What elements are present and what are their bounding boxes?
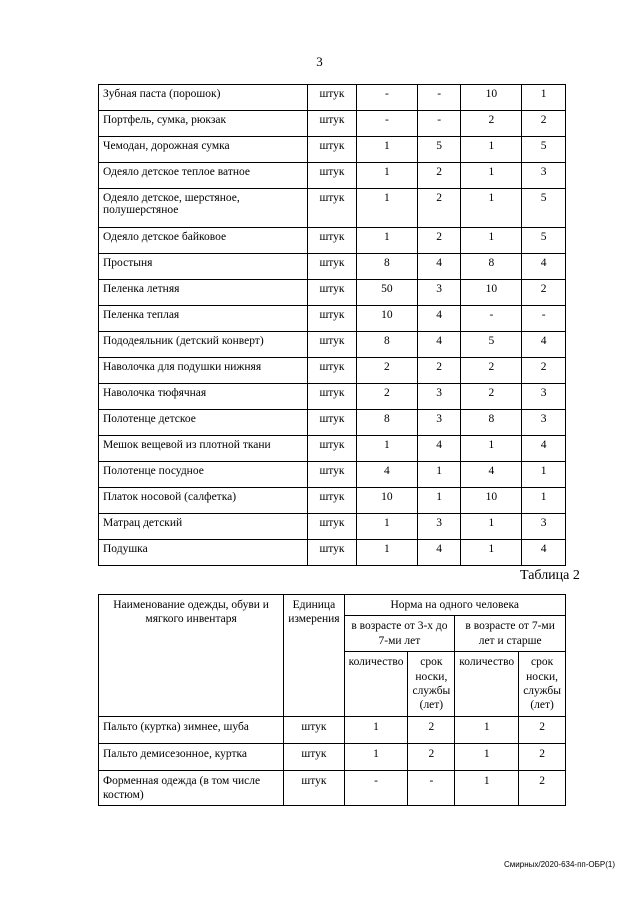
norms-table-1 [98,84,566,566]
value-cell: - [417,111,461,137]
unit-cell: штук [308,137,357,163]
value-cell: 10 [357,306,418,332]
table-row [99,540,566,566]
value-cell: 1 [344,716,408,743]
value-cell: 2 [519,716,566,743]
table-row [99,358,566,384]
table-row [99,384,566,410]
table-row [99,189,566,228]
table-caption: Таблица 2 [520,568,580,583]
unit-cell: штук [308,410,357,436]
value-cell: 8 [461,254,522,280]
table-row [99,111,566,137]
value-cell: 2 [417,189,461,228]
value-cell: 3 [522,410,566,436]
value-cell: - [461,306,522,332]
value-cell: - [344,770,408,806]
value-cell: 3 [522,384,566,410]
value-cell: 1 [417,488,461,514]
table-row [99,332,566,358]
item-name-cell: Пеленка теплая [99,306,308,332]
unit-cell: штук [284,743,344,770]
value-cell: 1 [461,189,522,228]
value-cell: 5 [522,228,566,254]
unit-cell: штук [308,514,357,540]
value-cell: 10 [357,488,418,514]
item-name-cell: Зубная паста (порошок) [99,85,308,111]
value-cell: 4 [417,332,461,358]
value-cell: 2 [522,111,566,137]
value-cell: 2 [417,163,461,189]
item-name-cell: Чемодан, дорожная сумка [99,137,308,163]
value-cell: 1 [522,488,566,514]
table-row [99,306,566,332]
value-cell: 2 [461,111,522,137]
value-cell: 1 [357,189,418,228]
table-row [99,514,566,540]
document-footer: Смирных/2020-634-пп-ОБР(1) [504,860,615,869]
item-name-cell: Полотенце детское [99,410,308,436]
value-cell: 10 [461,85,522,111]
value-cell: 2 [408,743,455,770]
value-cell: 4 [522,436,566,462]
value-cell: 5 [522,137,566,163]
value-cell: 2 [357,384,418,410]
value-cell: 8 [357,254,418,280]
value-cell: 4 [522,540,566,566]
item-name-cell: Платок носовой (салфетка) [99,488,308,514]
value-cell: 2 [461,384,522,410]
value-cell: 1 [357,436,418,462]
header-unit: Единица измерения [284,595,344,717]
unit-cell: штук [308,254,357,280]
item-name-cell: Пальто демисезонное, куртка [99,743,284,770]
value-cell: 1 [461,228,522,254]
value-cell: 1 [357,540,418,566]
page-number: 3 [316,54,323,69]
value-cell: 5 [461,332,522,358]
value-cell: 1 [522,462,566,488]
value-cell: 3 [417,410,461,436]
value-cell: 8 [461,410,522,436]
item-name-cell: Простыня [99,254,308,280]
table-row [99,770,566,806]
table-row [99,436,566,462]
value-cell: 1 [344,743,408,770]
value-cell: 1 [455,770,519,806]
unit-cell: штук [308,111,357,137]
item-name-cell: Наволочка для подушки нижняя [99,358,308,384]
value-cell: 4 [357,462,418,488]
value-cell: 3 [417,384,461,410]
table-row [99,254,566,280]
unit-cell: штук [308,85,357,111]
value-cell: 4 [522,254,566,280]
unit-cell: штук [308,384,357,410]
item-name-cell: Подушка [99,540,308,566]
value-cell: 2 [417,358,461,384]
item-name-cell: Мешок вещевой из плотной ткани [99,436,308,462]
value-cell: 1 [461,540,522,566]
value-cell: 8 [357,332,418,358]
value-cell: 4 [461,462,522,488]
item-name-cell: Пальто (куртка) зимнее, шуба [99,716,284,743]
unit-cell: штук [308,540,357,566]
value-cell: 2 [417,228,461,254]
value-cell: 2 [408,716,455,743]
value-cell: 5 [522,189,566,228]
value-cell: 4 [417,436,461,462]
value-cell: 1 [455,716,519,743]
value-cell: 8 [357,410,418,436]
unit-cell: штук [284,770,344,806]
value-cell: 5 [417,137,461,163]
value-cell: 1 [461,163,522,189]
value-cell: 1 [417,462,461,488]
item-name-cell: Одеяло детское байковое [99,228,308,254]
value-cell: 10 [461,488,522,514]
table-row [99,462,566,488]
item-name-cell: Пододеяльник (детский конверт) [99,332,308,358]
value-cell: 1 [357,228,418,254]
value-cell: - [357,111,418,137]
unit-cell: штук [308,306,357,332]
value-cell: - [357,85,418,111]
unit-cell: штук [308,189,357,228]
value-cell: 10 [461,280,522,306]
item-name-cell: Портфель, сумка, рюкзак [99,111,308,137]
table-row [99,488,566,514]
value-cell: 2 [522,280,566,306]
value-cell: 3 [522,514,566,540]
header-age-7-plus: в возрасте от 7-ми лет и старше [455,616,566,652]
value-cell: 1 [455,743,519,770]
item-name-cell: Одеяло детское теплое ватное [99,163,308,189]
value-cell: 2 [461,358,522,384]
item-name-cell: Одеяло детское, шерстяное, полушерстяное [99,189,308,228]
value-cell: 3 [417,514,461,540]
norms-table-2 [98,594,566,806]
value-cell: - [408,770,455,806]
header-age-3-7: в возрасте от 3-х до 7-ми лет [344,616,455,652]
value-cell: 4 [522,332,566,358]
value-cell: 1 [522,85,566,111]
table-row [99,163,566,189]
header-norm: Норма на одного человека [344,595,565,616]
header-quantity: количество [344,652,408,717]
value-cell: 1 [357,137,418,163]
value-cell: - [417,85,461,111]
item-name-cell: Пеленка летняя [99,280,308,306]
header-term: срок носки, службы (лет) [519,652,566,717]
value-cell: 1 [461,137,522,163]
table-row [99,137,566,163]
unit-cell: штук [308,358,357,384]
table-row [99,85,566,111]
header-term: срок носки, службы (лет) [408,652,455,717]
unit-cell: штук [308,436,357,462]
unit-cell: штук [308,163,357,189]
unit-cell: штук [308,332,357,358]
item-name-cell: Матрац детский [99,514,308,540]
unit-cell: штук [308,488,357,514]
value-cell: 2 [519,743,566,770]
value-cell: 1 [357,163,418,189]
value-cell: 4 [417,254,461,280]
value-cell: 2 [522,358,566,384]
unit-cell: штук [308,280,357,306]
table-row [99,716,566,743]
item-name-cell: Форменная одежда (в том числе костюм) [99,770,284,806]
unit-cell: штук [308,462,357,488]
table-row [99,228,566,254]
value-cell: 1 [357,514,418,540]
header-quantity: количество [455,652,519,717]
value-cell: 3 [417,280,461,306]
value-cell: - [522,306,566,332]
unit-cell: штук [308,228,357,254]
value-cell: 1 [461,436,522,462]
header-item-name: Наименование одежды, обуви и мягкого инвентаря [99,595,284,717]
table-row [99,410,566,436]
table-row [99,280,566,306]
value-cell: 2 [357,358,418,384]
value-cell: 1 [461,514,522,540]
value-cell: 4 [417,306,461,332]
table-row [99,743,566,770]
value-cell: 3 [522,163,566,189]
item-name-cell: Полотенце посудное [99,462,308,488]
item-name-cell: Наволочка тюфячная [99,384,308,410]
value-cell: 4 [417,540,461,566]
unit-cell: штук [284,716,344,743]
value-cell: 2 [519,770,566,806]
value-cell: 50 [357,280,418,306]
